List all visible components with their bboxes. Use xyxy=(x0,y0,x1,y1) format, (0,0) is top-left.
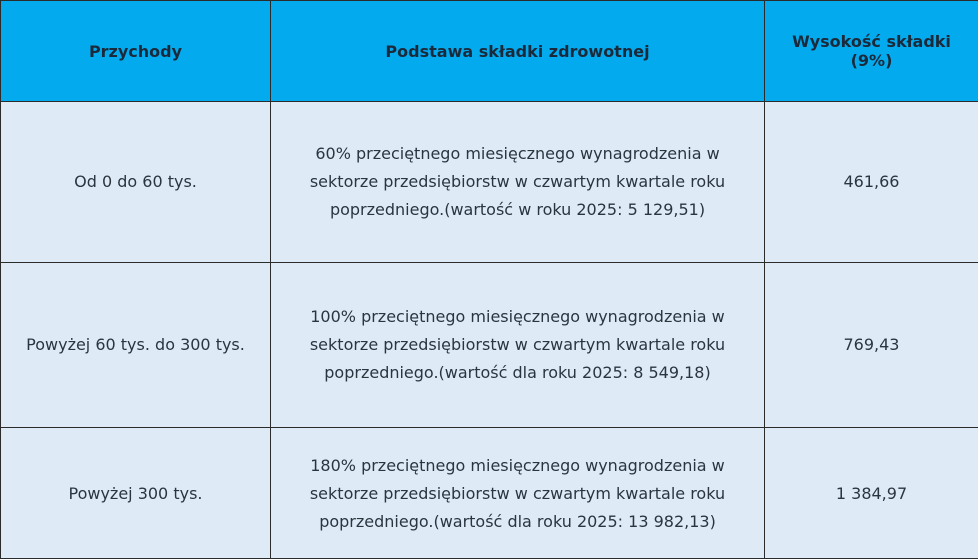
header-income: Przychody xyxy=(1,1,271,102)
income-cell: Od 0 do 60 tys. xyxy=(1,102,271,263)
table-row xyxy=(1,428,978,559)
income-cell: Powyżej 300 tys. xyxy=(1,428,271,559)
header-amount: Wysokość składki (9%) xyxy=(765,1,978,102)
header-basis: Podstawa składki zdrowotnej xyxy=(271,1,765,102)
basis-text: 180% przeciętnego miesięcznego wynagrodzenia w sektorze przedsiębiorstw w czwartym kwartale roku poprzedniego.(wartość dla roku 2025: 13 982,13) xyxy=(279,452,756,536)
basis-text: 100% przeciętnego miesięcznego wynagrodzenia w sektorze przedsiębiorstw w czwartym kwartale roku poprzedniego.(wartość dla roku 2025: 8 549,18) xyxy=(279,303,756,387)
basis-cell xyxy=(271,263,765,428)
table-header xyxy=(1,1,978,102)
amount-cell: 1 384,97 xyxy=(765,428,978,559)
income-cell: Powyżej 60 tys. do 300 tys. xyxy=(1,263,271,428)
amount-cell: 769,43 xyxy=(765,263,978,428)
basis-cell xyxy=(271,428,765,559)
table-row xyxy=(1,263,978,428)
amount-cell: 461,66 xyxy=(765,102,978,263)
basis-cell xyxy=(271,102,765,263)
table-body xyxy=(1,102,978,559)
header-row xyxy=(1,1,978,102)
basis-text: 60% przeciętnego miesięcznego wynagrodzenia w sektorze przedsiębiorstw w czwartym kwartale roku poprzedniego.(wartość w roku 2025: 5 129,51) xyxy=(279,140,756,224)
table-row xyxy=(1,102,978,263)
